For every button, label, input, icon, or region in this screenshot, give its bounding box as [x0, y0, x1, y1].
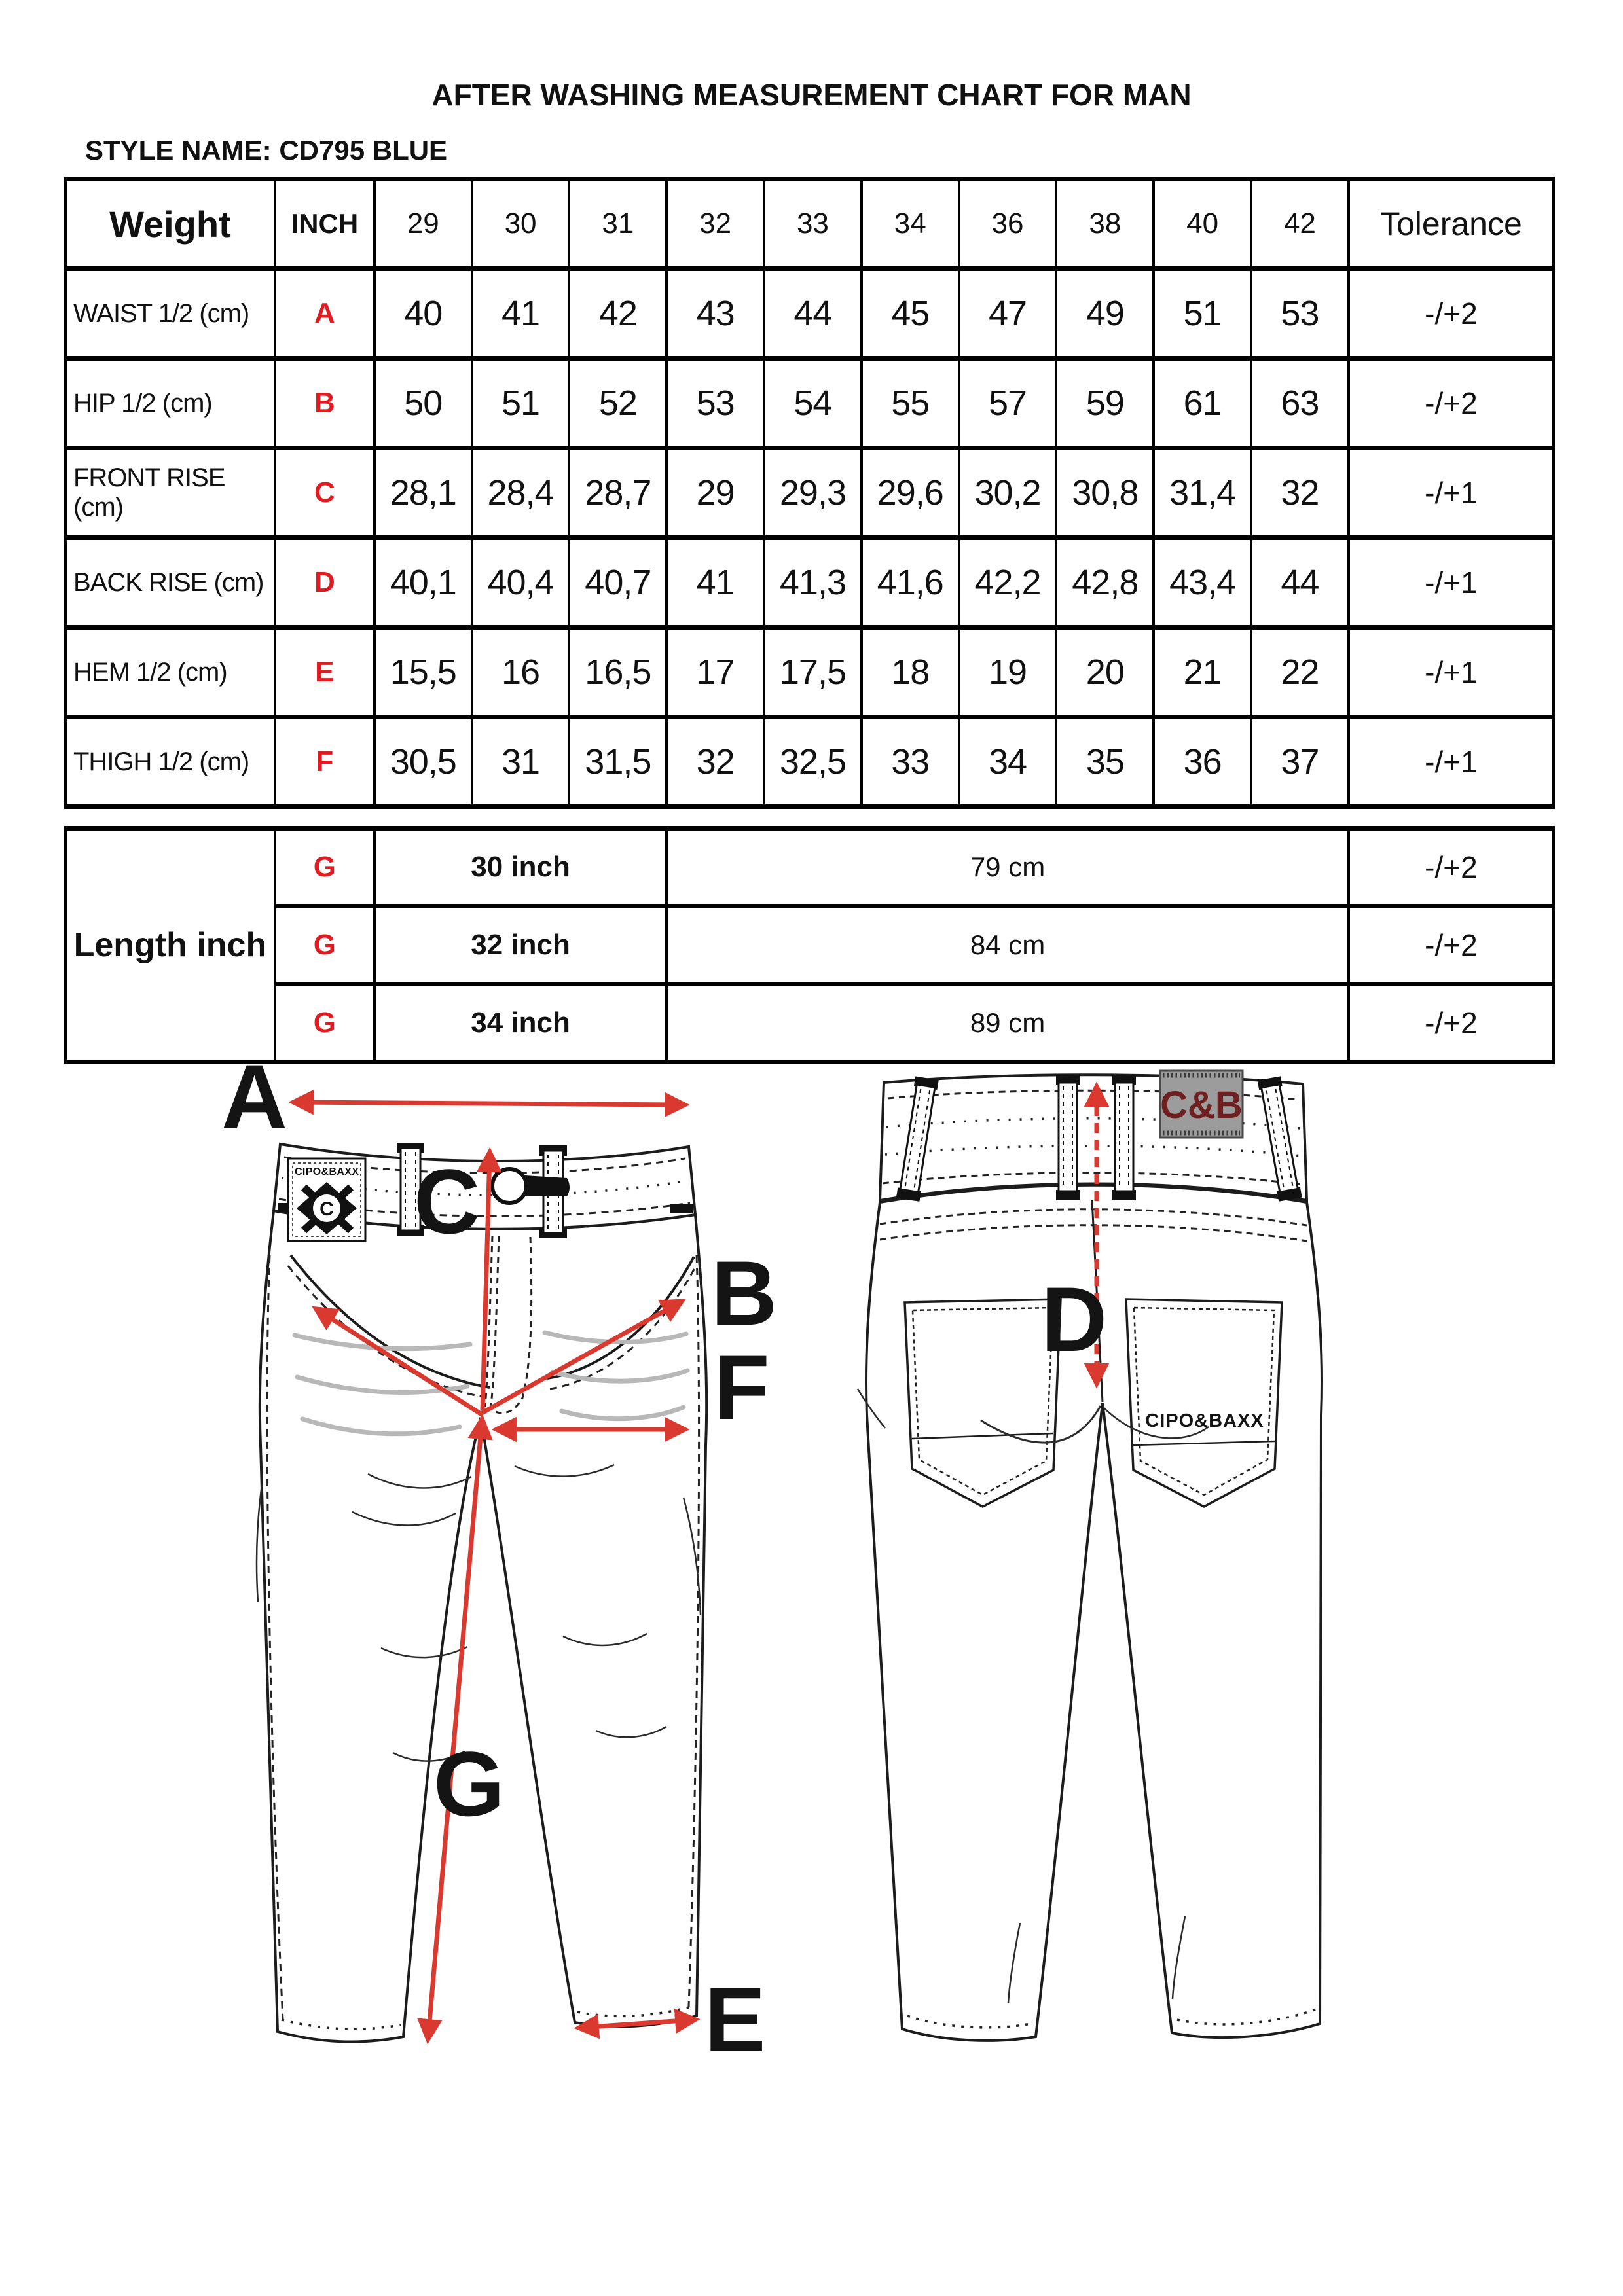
length-label: Length inch: [65, 829, 275, 1062]
size-cell: 51: [1154, 269, 1251, 359]
header-size: 40: [1154, 179, 1251, 269]
row-letter: E: [275, 628, 374, 717]
size-cell: 41: [472, 269, 570, 359]
size-cell: 34: [959, 717, 1057, 807]
size-cell: 20: [1056, 628, 1154, 717]
size-cell: 53: [1251, 269, 1349, 359]
jeans-front-view: [196, 1039, 786, 2067]
size-cell: 32: [666, 717, 764, 807]
length-inch-cell: 34 inch: [374, 984, 666, 1062]
size-cell: 40,4: [472, 538, 570, 628]
style-name: STYLE NAME: CD795 BLUE: [85, 135, 448, 166]
row-front-rise: [65, 448, 1554, 538]
row-label: BACK RISE (cm): [65, 538, 275, 628]
brand-label: [1160, 1071, 1243, 1138]
header-size: 42: [1251, 179, 1349, 269]
size-cell: 15,5: [374, 628, 472, 717]
length-row: [65, 829, 1554, 906]
size-table-header-row: [65, 179, 1554, 269]
size-cell: 43: [666, 269, 764, 359]
letter-g: G: [433, 1732, 505, 1835]
tolerance-cell: -/+1: [1349, 717, 1554, 807]
size-cell: 19: [959, 628, 1057, 717]
row-back-rise: [65, 538, 1554, 628]
tolerance-cell: -/+2: [1349, 359, 1554, 448]
header-weight: Weight: [65, 179, 275, 269]
size-cell: 28,1: [374, 448, 472, 538]
row-hip: [65, 359, 1554, 448]
tolerance-cell: -/+1: [1349, 538, 1554, 628]
size-cell: 36: [1154, 717, 1251, 807]
size-cell: 42,8: [1056, 538, 1154, 628]
size-cell: 30,2: [959, 448, 1057, 538]
size-cell: 63: [1251, 359, 1349, 448]
size-cell: 41,6: [862, 538, 959, 628]
row-label: WAIST 1/2 (cm): [65, 269, 275, 359]
row-hem: [65, 628, 1554, 717]
tolerance-cell: -/+2: [1349, 984, 1554, 1062]
length-row: [65, 906, 1554, 984]
row-letter: G: [275, 906, 374, 984]
size-cell: 44: [764, 269, 862, 359]
size-cell: 53: [666, 359, 764, 448]
header-size: 31: [569, 179, 666, 269]
row-letter: B: [275, 359, 374, 448]
size-cell: 42,2: [959, 538, 1057, 628]
size-cell: 33: [862, 717, 959, 807]
header-size: 33: [764, 179, 862, 269]
jeans-diagram: [0, 1039, 1623, 2152]
size-cell: 17,5: [764, 628, 862, 717]
letter-c: C: [414, 1150, 481, 1253]
size-cell: 22: [1251, 628, 1349, 717]
size-cell: 37: [1251, 717, 1349, 807]
length-cm-cell: 79 cm: [666, 829, 1349, 906]
size-cell: 41: [666, 538, 764, 628]
size-cell: 31: [472, 717, 570, 807]
tolerance-cell: -/+1: [1349, 628, 1554, 717]
row-label: THIGH 1/2 (cm): [65, 717, 275, 807]
size-cell: 29,3: [764, 448, 862, 538]
size-cell: 45: [862, 269, 959, 359]
size-cell: 29: [666, 448, 764, 538]
pocket-brand-text: CIPO&BAXX: [1145, 1410, 1264, 1431]
tolerance-cell: -/+2: [1349, 906, 1554, 984]
size-cell: 40: [374, 269, 472, 359]
size-cell: 28,7: [569, 448, 666, 538]
size-cell: 47: [959, 269, 1057, 359]
row-letter: G: [275, 829, 374, 906]
row-letter: A: [275, 269, 374, 359]
letter-f: F: [714, 1336, 770, 1439]
size-cell: 55: [862, 359, 959, 448]
header-size: 32: [666, 179, 764, 269]
tolerance-cell: -/+2: [1349, 269, 1554, 359]
size-cell: 30,5: [374, 717, 472, 807]
length-inch-cell: 30 inch: [374, 829, 666, 906]
size-table: [64, 177, 1555, 809]
patch-monogram: C: [319, 1198, 334, 1220]
size-cell: 59: [1056, 359, 1154, 448]
size-cell: 52: [569, 359, 666, 448]
size-cell: 31,5: [569, 717, 666, 807]
row-label: FRONT RISE (cm): [65, 448, 275, 538]
size-cell: 50: [374, 359, 472, 448]
size-cell: 29,6: [862, 448, 959, 538]
front-jeans-outline: [260, 1144, 706, 2042]
size-cell: 17: [666, 628, 764, 717]
header-size: 34: [862, 179, 959, 269]
tolerance-cell: -/+1: [1349, 448, 1554, 538]
length-cm-cell: 89 cm: [666, 984, 1349, 1062]
size-cell: 49: [1056, 269, 1154, 359]
header-size: 29: [374, 179, 472, 269]
size-cell: 32: [1251, 448, 1349, 538]
length-inch-cell: 32 inch: [374, 906, 666, 984]
row-letter: C: [275, 448, 374, 538]
page-title: AFTER WASHING MEASUREMENT CHART FOR MAN: [431, 78, 1192, 112]
size-cell: 32,5: [764, 717, 862, 807]
row-label: HEM 1/2 (cm): [65, 628, 275, 717]
size-cell: 61: [1154, 359, 1251, 448]
size-cell: 16,5: [569, 628, 666, 717]
size-cell: 42: [569, 269, 666, 359]
brand-label-text: C&B: [1160, 1084, 1243, 1126]
row-letter: D: [275, 538, 374, 628]
size-cell: 40,1: [374, 538, 472, 628]
header-size: 36: [959, 179, 1057, 269]
size-cell: 54: [764, 359, 862, 448]
row-thigh: [65, 717, 1554, 807]
size-cell: 28,4: [472, 448, 570, 538]
header-size: 30: [472, 179, 570, 269]
size-cell: 16: [472, 628, 570, 717]
size-cell: 18: [862, 628, 959, 717]
size-cell: 57: [959, 359, 1057, 448]
size-cell: 43,4: [1154, 538, 1251, 628]
back-jeans-outline: [866, 1075, 1322, 2041]
size-cell: 31,4: [1154, 448, 1251, 538]
arrow-a: [296, 1102, 682, 1105]
length-cm-cell: 84 cm: [666, 906, 1349, 984]
letter-a: A: [221, 1045, 288, 1148]
row-letter: G: [275, 984, 374, 1062]
brand-patch: [288, 1158, 365, 1241]
size-cell: 51: [472, 359, 570, 448]
size-cell: 35: [1056, 717, 1154, 807]
row-waist: [65, 269, 1554, 359]
letter-d: D: [1041, 1268, 1108, 1371]
size-cell: 44: [1251, 538, 1349, 628]
size-cell: 30,8: [1056, 448, 1154, 538]
header-tolerance: Tolerance: [1349, 179, 1554, 269]
jeans-back-view: [845, 1049, 1342, 2056]
length-table: [64, 826, 1555, 1064]
row-letter: F: [275, 717, 374, 807]
header-inch: INCH: [275, 179, 374, 269]
letter-b: B: [711, 1242, 778, 1344]
letter-e: E: [704, 1968, 766, 2067]
patch-brand-text: CIPO&BAXX: [295, 1166, 359, 1177]
size-cell: 21: [1154, 628, 1251, 717]
tolerance-cell: -/+2: [1349, 829, 1554, 906]
size-cell: 41,3: [764, 538, 862, 628]
row-label: HIP 1/2 (cm): [65, 359, 275, 448]
header-size: 38: [1056, 179, 1154, 269]
size-cell: 40,7: [569, 538, 666, 628]
